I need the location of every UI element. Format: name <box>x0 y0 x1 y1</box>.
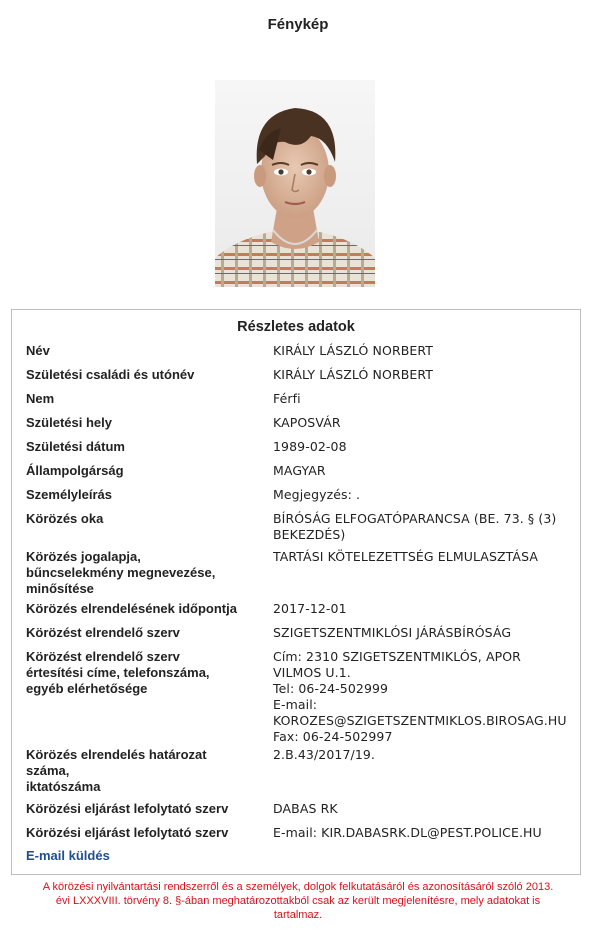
detail-label-line: Körözés oka <box>26 511 104 526</box>
detail-value-line: KIRÁLY LÁSZLÓ NORBERT <box>273 367 434 382</box>
detail-label <box>26 487 266 503</box>
detail-value <box>273 511 571 543</box>
detail-label-line: Születési hely <box>26 415 112 430</box>
detail-value-line: Férfi <box>273 391 301 406</box>
detail-value-line: BÍRÓSÁG ELFOGATÓPARANCSA (BE. 73. § (3) <box>273 511 557 526</box>
detail-value-line: E-mail: <box>273 697 318 712</box>
detail-value-line: Megjegyzés: . <box>273 487 361 502</box>
detail-label <box>26 391 266 407</box>
detail-value-line: Fax: 06-24-502997 <box>273 729 393 744</box>
detail-label <box>26 825 266 841</box>
detail-value <box>273 343 571 359</box>
detail-value-line: Tel: 06-24-502999 <box>273 681 389 696</box>
detail-label-line: Személyleírás <box>26 487 113 502</box>
detail-label-line: száma, <box>26 763 70 778</box>
photo-section-title: Fénykép <box>267 16 329 33</box>
detail-label-line: Körözést elrendelő szerv <box>26 649 180 664</box>
detail-label <box>26 367 266 383</box>
details-title: Részletes adatok <box>237 319 355 335</box>
detail-label-line: Körözés jogalapja, <box>26 549 141 564</box>
detail-label-line: értesítési címe, telefonszáma, <box>26 665 210 680</box>
detail-value-line: 2.B.43/2017/19. <box>273 747 375 762</box>
detail-value-line: E-mail: KIR.DABASRK.DL@PEST.POLICE.HU <box>273 825 542 840</box>
legal-notice-line: tartalmaz. <box>273 909 323 921</box>
detail-value-line: VILMOS U.1. <box>273 665 351 680</box>
detail-label-line: Név <box>26 343 50 358</box>
detail-value <box>273 625 571 641</box>
detail-value <box>273 549 571 565</box>
detail-value-line: KAPOSVÁR <box>273 415 341 430</box>
detail-label-line: Állampolgárság <box>26 463 124 478</box>
send-email-link[interactable]: E-mail küldés <box>26 848 110 863</box>
detail-label <box>26 801 266 817</box>
detail-label-line: Körözési eljárást lefolytató szerv <box>26 825 229 840</box>
detail-value-line: MAGYAR <box>273 463 326 478</box>
detail-label-line: Körözést elrendelő szerv <box>26 625 180 640</box>
detail-label-line: Születési családi és utónév <box>26 367 195 382</box>
detail-value <box>273 825 571 841</box>
detail-value-line: Cím: 2310 SZIGETSZENTMIKLÓS, APOR <box>273 649 521 664</box>
detail-value-line: 1989-02-08 <box>273 439 347 454</box>
legal-notice-line: évi LXXXVIII. törvény 8. §-ában meghatározottakból csak az került megjelenítésre, mely adatokat is <box>55 895 541 907</box>
detail-value-line: 2017-12-01 <box>273 601 347 616</box>
detail-label-line: Nem <box>26 391 55 406</box>
detail-value-line: BEKEZDÉS) <box>273 527 346 542</box>
detail-label <box>26 625 266 641</box>
detail-value <box>273 649 571 745</box>
detail-value <box>273 487 571 503</box>
detail-label-line: Körözés elrendelés határozat <box>26 747 207 762</box>
detail-label <box>26 415 266 431</box>
detail-value <box>273 463 571 479</box>
details-panel <box>11 309 581 875</box>
detail-label-line: bűncselekmény megnevezése, <box>26 565 216 580</box>
detail-label-line: Körözés elrendelésének időpontja <box>26 601 237 616</box>
detail-value-line: KIRÁLY LÁSZLÓ NORBERT <box>273 343 434 358</box>
detail-label-line: egyéb elérhetősége <box>26 681 148 696</box>
detail-label <box>26 511 266 527</box>
detail-label <box>26 343 266 359</box>
detail-label <box>26 549 266 597</box>
legal-notice-line: A körözési nyilvántartási rendszerről és a személyek, dolgok felkutatásáról és azonosításáról szóló 2013. <box>42 881 554 893</box>
detail-value <box>273 601 571 617</box>
detail-label-line: iktatószáma <box>26 779 101 794</box>
detail-value-line: SZIGETSZENTMIKLÓSI JÁRÁSBÍRÓSÁG <box>273 625 512 640</box>
detail-label <box>26 747 266 795</box>
detail-label-line: Körözési eljárást lefolytató szerv <box>26 801 229 816</box>
detail-value-line: DABAS RK <box>273 801 338 816</box>
detail-label-line: minősítése <box>26 581 94 596</box>
detail-value <box>273 415 571 431</box>
detail-label <box>26 649 266 697</box>
detail-value <box>273 439 571 455</box>
detail-value <box>273 801 571 817</box>
detail-value-line: TARTÁSI KÖTELEZETTSÉG ELMULASZTÁSA <box>273 549 538 564</box>
detail-label <box>26 439 266 455</box>
detail-value <box>273 391 571 407</box>
detail-value <box>273 747 571 763</box>
detail-label <box>26 601 266 617</box>
detail-label <box>26 463 266 479</box>
detail-value <box>273 367 571 383</box>
person-photo <box>215 80 375 287</box>
detail-value-line: KOROZES@SZIGETSZENTMIKLOS.BIROSAG.HU <box>273 713 567 728</box>
legal-notice <box>10 880 586 922</box>
detail-label-line: Születési dátum <box>26 439 125 454</box>
